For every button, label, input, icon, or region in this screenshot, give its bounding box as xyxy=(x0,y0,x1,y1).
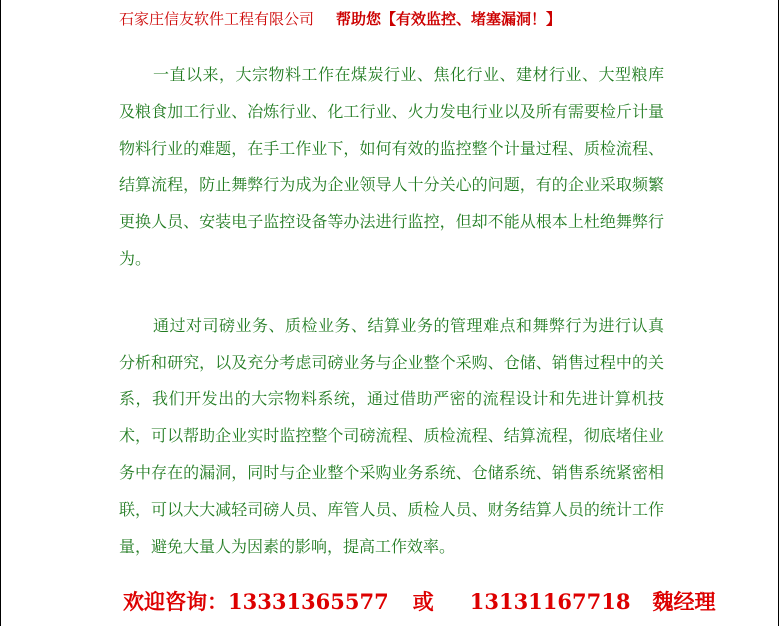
header-line xyxy=(119,8,561,30)
paragraph-intro: 一直以来，大宗物料工作在煤炭行业、焦化行业、建材行业、大型粮库及粮食加工行业、冶炼行业、化工行业、火力发电行业以及所有需要检斤计量物料行业的难题，在手工作业下，如何有效的监控整个计量过程、质检流程、结算流程，防止舞弊行为成为企业领导人十分关心的问题，有的企业采取频繁更换人员、安装电子监控设备等办法进行监控，但却不能从根本上杜绝舞弊行为。 xyxy=(119,65,664,268)
slogan: 帮助您【有效监控、堵塞漏洞！】 xyxy=(336,10,562,28)
contact-phone-2: 13131167718 xyxy=(469,589,631,614)
paragraph-solution: 通过对司磅业务、质检业务、结算业务的管理难点和舞弊行为进行认真分析和研究，以及充分考虑司磅业务与企业整个采购、仓储、销售过程中的关系，我们开发出的大宗物料系统，通过借助严密的流程设计和先进计算机技术，可以帮助企业实时监控整个司磅流程、质检流程、结算流程，彻底堵住业务中存在的漏洞，同时与企业整个采购业务系统、仓储系统、销售系统紧密相联，可以大大减轻司磅人员、库管人员、质检人员、财务结算人员的统计工作量，避免大量人为因素的影响，提高工作效率。 xyxy=(119,315,664,556)
contact-or: 或 xyxy=(412,589,434,614)
contact-line xyxy=(123,588,715,616)
contact-prefix: 欢迎咨询： xyxy=(123,589,228,614)
body-text xyxy=(119,57,664,565)
page-border-right xyxy=(778,0,779,626)
contact-phone-1: 13331365577 xyxy=(228,589,389,614)
company-name: 石家庄信友软件工程有限公司 xyxy=(119,10,315,28)
page-border-left xyxy=(0,0,1,626)
contact-person: 魏经理 xyxy=(652,589,716,614)
